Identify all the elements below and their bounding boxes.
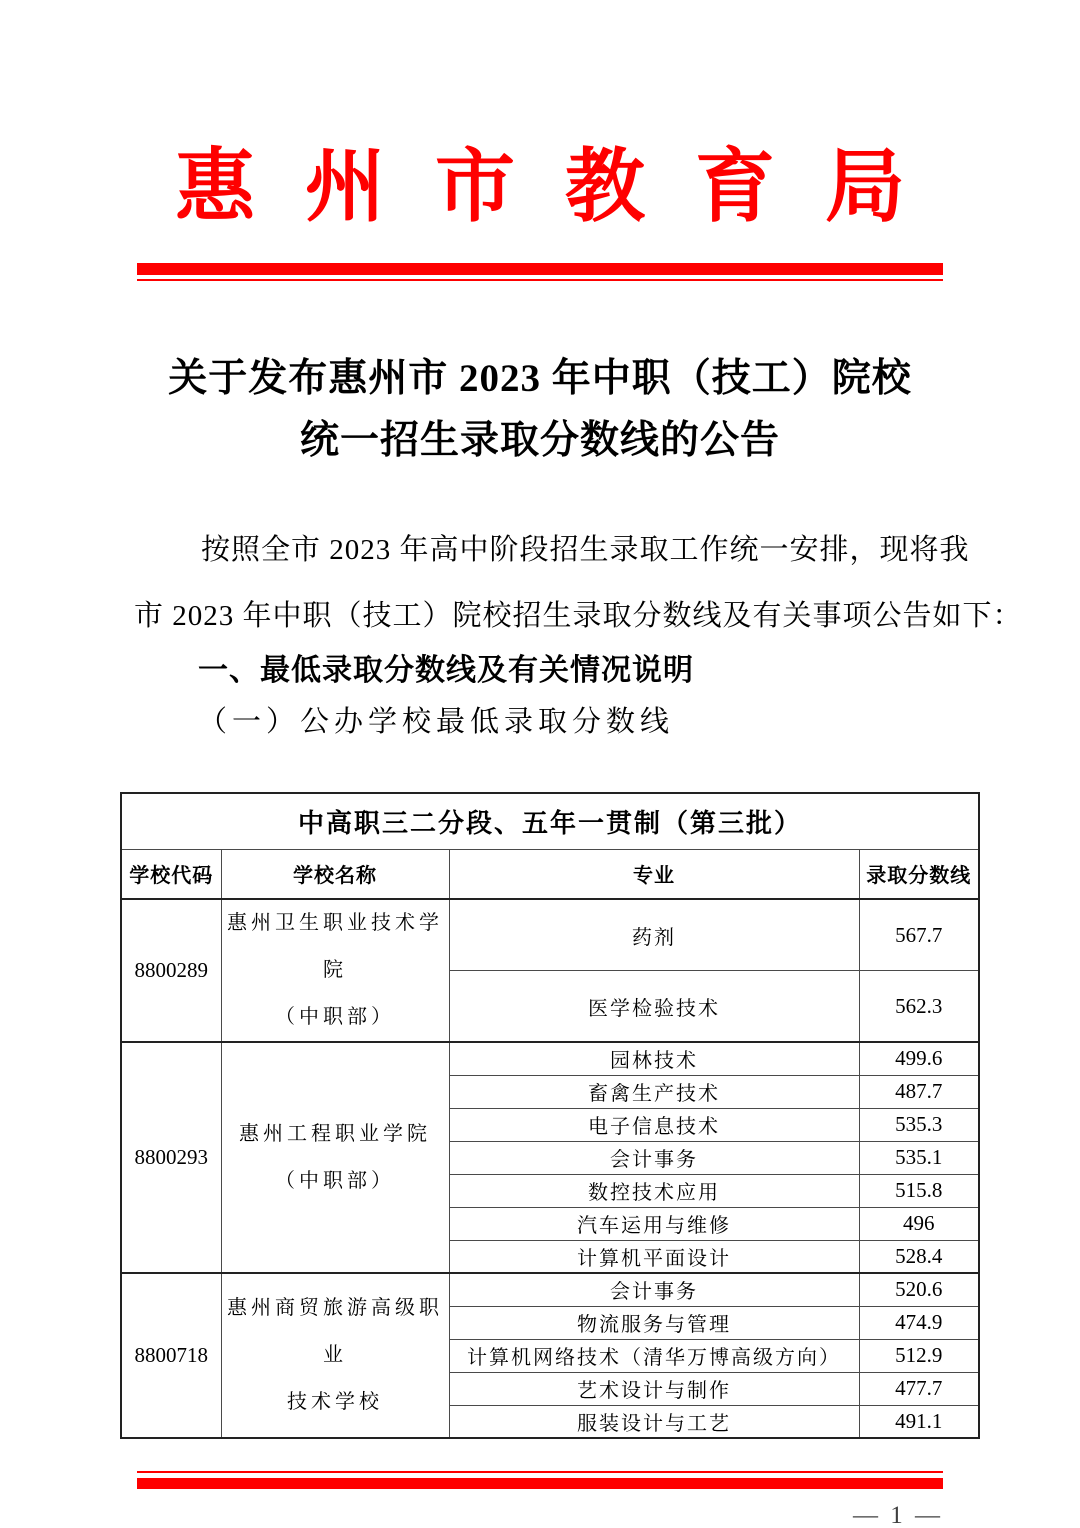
major-name: 服装设计与工艺	[449, 1405, 859, 1438]
red-rule-thin	[137, 279, 943, 281]
school-name	[221, 1273, 449, 1438]
table-title: 中高职三二分段、五年一贯制（第三批）	[121, 793, 979, 849]
school-name-line: 惠州商贸旅游高级职业	[227, 1297, 443, 1366]
score-value: 535.1	[859, 1141, 979, 1174]
major-name: 医学检验技术	[449, 971, 859, 1043]
major-name: 汽车运用与维修	[449, 1207, 859, 1240]
major-name: 艺术设计与制作	[449, 1372, 859, 1405]
school-name-line: 技术学校	[287, 1391, 383, 1413]
column-header-4: 录取分数线	[859, 849, 979, 899]
major-name: 物流服务与管理	[449, 1306, 859, 1339]
score-value: 567.7	[859, 899, 979, 971]
school-name-line: 惠州工程职业学院	[239, 1122, 431, 1145]
score-value: 491.1	[859, 1405, 979, 1438]
school-name-line: （中职部）	[275, 1006, 395, 1028]
document-title-line-1: 关于发布惠州市 2023 年中职（技工）院校	[168, 357, 912, 400]
major-name: 电子信息技术	[449, 1108, 859, 1141]
major-name: 会计事务	[449, 1141, 859, 1174]
school-code: 8800289	[121, 899, 221, 1042]
school-name-line: （中职部）	[275, 1169, 395, 1192]
intro-paragraph	[134, 517, 1023, 649]
score-value: 477.7	[859, 1372, 979, 1405]
major-name: 计算机网络技术（清华万博高级方向）	[449, 1339, 859, 1372]
document-title	[0, 348, 1080, 472]
major-name: 计算机平面设计	[449, 1240, 859, 1273]
page-number: — 1 —	[853, 1502, 943, 1528]
score-value: 535.3	[859, 1108, 979, 1141]
score-value: 487.7	[859, 1075, 979, 1108]
score-value: 520.6	[859, 1273, 979, 1306]
major-name: 药剂	[449, 899, 859, 971]
score-value: 499.6	[859, 1042, 979, 1075]
table-row	[121, 1273, 979, 1306]
table-row	[121, 899, 979, 971]
table-title-row	[121, 793, 979, 849]
school-code: 8800293	[121, 1042, 221, 1273]
red-rule-thick	[137, 1478, 943, 1489]
score-value: 474.9	[859, 1306, 979, 1339]
major-name: 园林技术	[449, 1042, 859, 1075]
table-row	[121, 1042, 979, 1075]
major-name: 数控技术应用	[449, 1174, 859, 1207]
column-header-1: 学校代码	[121, 849, 221, 899]
intro-line-1: 按照全市 2023 年高中阶段招生录取工作统一安排，现将我	[201, 534, 970, 566]
red-rule-thick	[137, 263, 943, 275]
column-header-3: 专业	[449, 849, 859, 899]
letterhead-divider	[137, 263, 943, 281]
column-header-2: 学校名称	[221, 849, 449, 899]
school-name-line: 惠州卫生职业技术学院	[227, 912, 443, 981]
section-heading: 一、最低录取分数线及有关情况说明	[198, 654, 694, 687]
red-rule-thin	[137, 1471, 943, 1473]
score-table-container	[120, 792, 1080, 1439]
intro-line-2: 市 2023 年中职（技工）院校招生录取分数线及有关事项公告如下：	[134, 600, 1023, 632]
score-value: 562.3	[859, 971, 979, 1043]
agency-title: 惠州市教育局	[175, 144, 955, 232]
footer-divider	[137, 1471, 943, 1489]
score-value: 496	[859, 1207, 979, 1240]
sub-heading: （一）公办学校最低录取分数线	[198, 706, 675, 738]
document-title-line-2: 统一招生录取分数线的公告	[299, 419, 780, 462]
school-name	[221, 1042, 449, 1273]
admission-score-table	[120, 792, 980, 1439]
score-value: 512.9	[859, 1339, 979, 1372]
score-value: 528.4	[859, 1240, 979, 1273]
table-header-row	[121, 849, 979, 899]
school-code: 8800718	[121, 1273, 221, 1438]
major-name: 会计事务	[449, 1273, 859, 1306]
score-value: 515.8	[859, 1174, 979, 1207]
major-name: 畜禽生产技术	[449, 1075, 859, 1108]
school-name	[221, 899, 449, 1042]
letterhead	[0, 0, 1080, 230]
